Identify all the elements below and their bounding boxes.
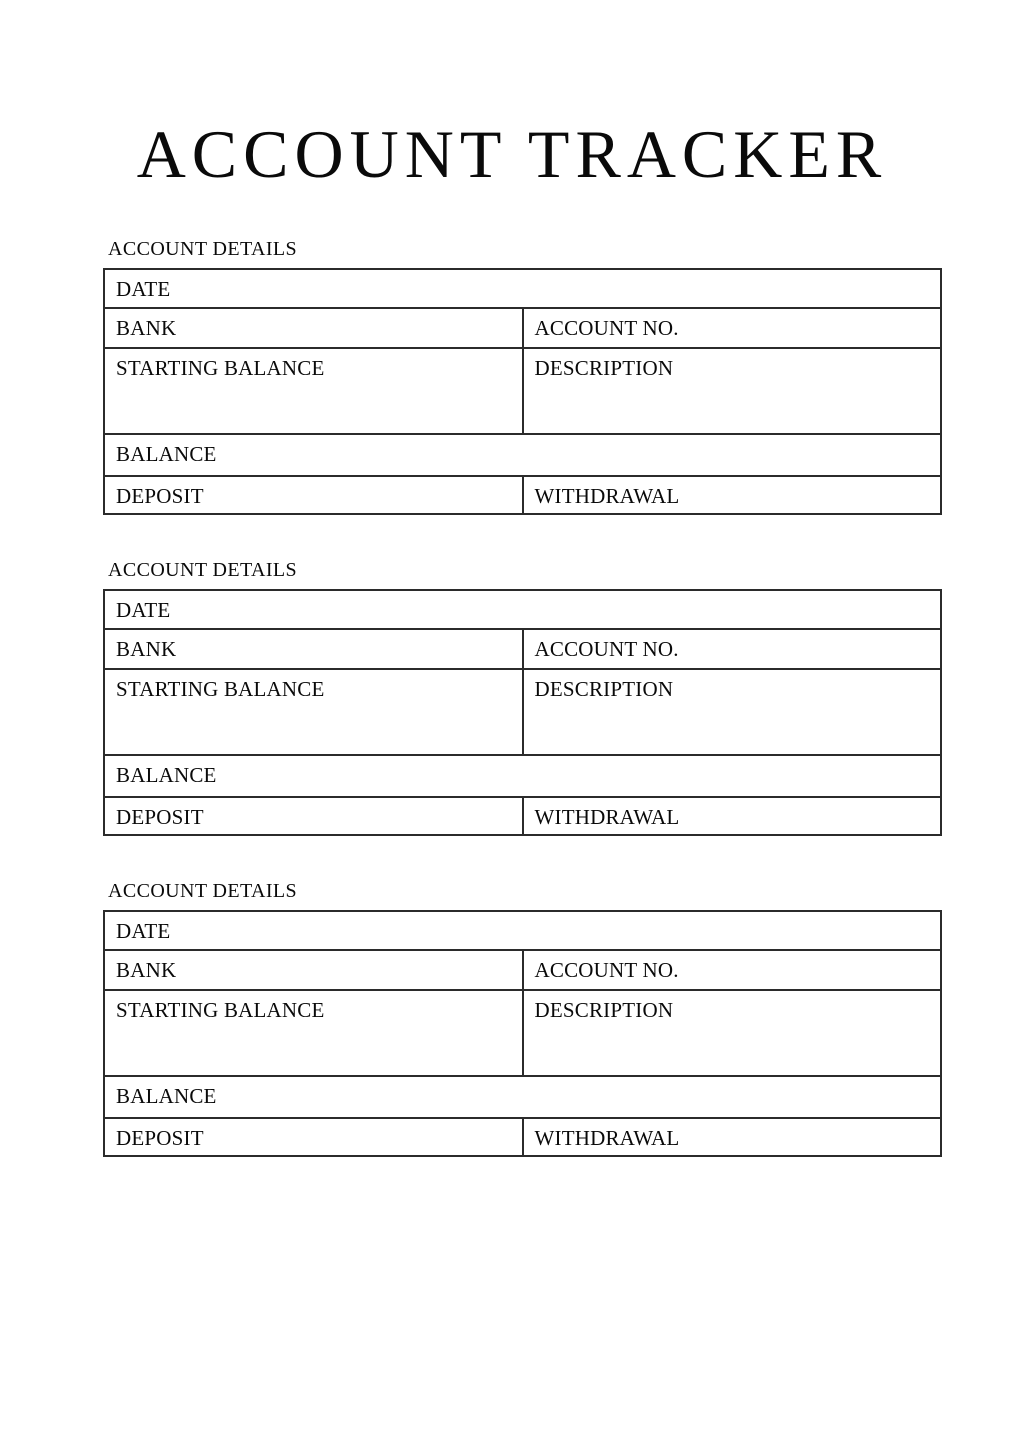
section-heading-3: ACCOUNT DETAILS [108, 880, 298, 902]
cell-withdrawal[interactable] [523, 476, 942, 514]
label-account-no: ACCOUNT NO. [534, 637, 679, 661]
cell-bank[interactable] [104, 308, 523, 348]
label-bank: BANK [116, 637, 177, 661]
label-bank: BANK [116, 316, 177, 340]
account-section-1 [103, 238, 942, 515]
label-starting-balance: STARTING BALANCE [116, 356, 325, 380]
cell-starting-balance[interactable] [104, 990, 523, 1076]
section-heading-2: ACCOUNT DETAILS [108, 559, 298, 581]
label-starting-balance: STARTING BALANCE [116, 677, 325, 701]
account-details-table-2 [103, 589, 942, 836]
cell-date[interactable] [104, 911, 941, 950]
cell-balance[interactable] [104, 755, 941, 797]
label-deposit: DEPOSIT [116, 1126, 204, 1150]
cell-bank[interactable] [104, 629, 523, 669]
label-withdrawal: WITHDRAWAL [534, 1126, 680, 1150]
label-balance: BALANCE [116, 1084, 217, 1108]
cell-deposit[interactable] [104, 797, 523, 835]
table-row-deposit [104, 797, 941, 835]
label-withdrawal: WITHDRAWAL [534, 484, 680, 508]
label-withdrawal: WITHDRAWAL [534, 805, 680, 829]
cell-withdrawal[interactable] [523, 797, 942, 835]
table-row-date [104, 911, 941, 950]
label-date: DATE [116, 598, 171, 622]
table-row-balance [104, 434, 941, 476]
table-row-balance [104, 755, 941, 797]
table-row-date [104, 590, 941, 629]
label-date: DATE [116, 277, 171, 301]
cell-bank[interactable] [104, 950, 523, 990]
cell-withdrawal[interactable] [523, 1118, 942, 1156]
cell-starting-balance[interactable] [104, 669, 523, 755]
cell-deposit[interactable] [104, 476, 523, 514]
table-row-starting-balance [104, 990, 941, 1076]
label-date: DATE [116, 919, 171, 943]
table-row-deposit [104, 476, 941, 514]
table-row-bank [104, 308, 941, 348]
account-section-2 [103, 559, 942, 836]
cell-account-no[interactable] [523, 950, 942, 990]
label-account-no: ACCOUNT NO. [534, 316, 679, 340]
cell-deposit[interactable] [104, 1118, 523, 1156]
cell-starting-balance[interactable] [104, 348, 523, 434]
label-description: DESCRIPTION [534, 356, 674, 380]
label-description: DESCRIPTION [534, 998, 674, 1022]
label-balance: BALANCE [116, 763, 217, 787]
table-row-bank [104, 950, 941, 990]
label-starting-balance: STARTING BALANCE [116, 998, 325, 1022]
cell-balance[interactable] [104, 434, 941, 476]
table-row-balance [104, 1076, 941, 1118]
cell-account-no[interactable] [523, 629, 942, 669]
label-account-no: ACCOUNT NO. [534, 958, 679, 982]
table-row-bank [104, 629, 941, 669]
cell-description[interactable] [523, 669, 942, 755]
label-deposit: DEPOSIT [116, 484, 204, 508]
section-heading-1: ACCOUNT DETAILS [108, 238, 298, 260]
cell-description[interactable] [523, 348, 942, 434]
table-row-deposit [104, 1118, 941, 1156]
label-deposit: DEPOSIT [116, 805, 204, 829]
cell-date[interactable] [104, 269, 941, 308]
table-row-starting-balance [104, 669, 941, 755]
page-title: ACCOUNT TRACKER [136, 115, 888, 192]
label-description: DESCRIPTION [534, 677, 674, 701]
account-details-table-1 [103, 268, 942, 515]
table-row-date [104, 269, 941, 308]
account-sections [103, 238, 942, 1157]
cell-description[interactable] [523, 990, 942, 1076]
cell-account-no[interactable] [523, 308, 942, 348]
table-row-starting-balance [104, 348, 941, 434]
cell-date[interactable] [104, 590, 941, 629]
account-details-table-3 [103, 910, 942, 1157]
label-balance: BALANCE [116, 442, 217, 466]
cell-balance[interactable] [104, 1076, 941, 1118]
account-section-3 [103, 880, 942, 1157]
label-bank: BANK [116, 958, 177, 982]
